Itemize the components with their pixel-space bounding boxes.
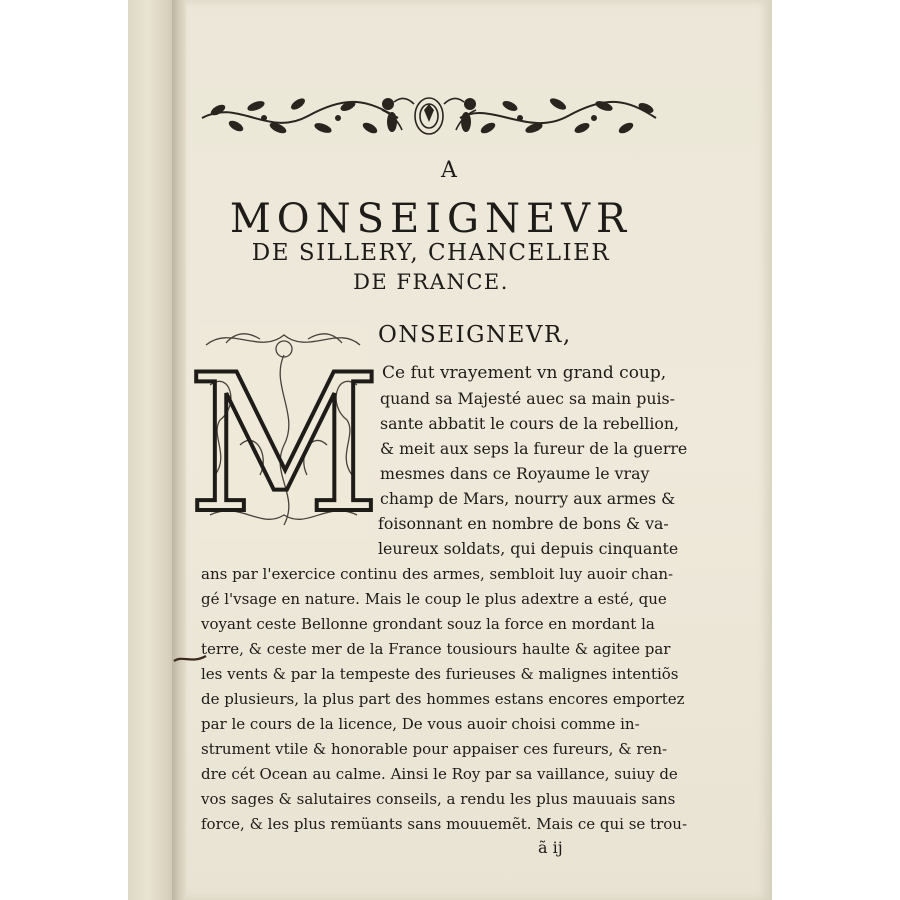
body-line-12: terre, & ceste mer de la France tousiours haulte & agitee par <box>201 640 671 658</box>
decorated-drop-cap-m <box>186 325 382 555</box>
ornamental-headpiece <box>198 88 660 146</box>
salutation: ONSEIGNEVR, <box>378 322 572 348</box>
body-line-9: ans par l'exercice continu des armes, sembloit luy auoir chan- <box>201 565 674 583</box>
body-line-1: Ce fut vrayement vn grand coup, <box>382 363 667 383</box>
body-line-7: foisonnant en nombre de bons & va- <box>378 514 669 533</box>
left-page-edge <box>128 0 178 900</box>
body-line-5: mesmes dans ce Royaume le vray <box>380 464 650 483</box>
signature-mark: ã ij <box>538 838 563 857</box>
heading-sub-2: DE FRANCE. <box>353 270 509 294</box>
heading-a: A <box>441 158 459 183</box>
body-line-8: leureux soldats, qui depuis cinquante <box>378 539 679 558</box>
body-line-16: strument vtile & honorable pour appaiser ces fureurs, & ren- <box>201 740 668 758</box>
body-line-14: de plusieurs, la plus part des hommes estans encores emportez <box>201 690 685 708</box>
heading-sub-1: DE SILLERY, CHANCELIER <box>251 240 611 266</box>
heading-main: MONSEIGNEVR <box>229 196 633 242</box>
body-line-2: quand sa Majesté auec sa main puis- <box>380 389 676 408</box>
body-line-10: gé l'vsage en nature. Mais le coup le plus adextre a esté, que <box>201 590 667 608</box>
drop-cap-letter: M <box>186 334 382 555</box>
body-line-19: force, & les plus remüants sans mouuemẽt. Mais ce qui se trou- <box>201 815 688 833</box>
body-line-13: les vents & par la tempeste des furieuses & malignes intentiõs <box>201 665 679 683</box>
body-line-17: dre cét Ocean au calme. Ainsi le Roy par sa vaillance, suiuy de <box>201 765 678 783</box>
body-line-4: & meit aux seps la fureur de la guerre <box>380 439 688 458</box>
body-line-3: sante abbatit le cours de la rebellion, <box>380 414 680 433</box>
body-line-18: vos sages & salutaires conseils, a rendu les plus mauuais sans <box>201 790 676 808</box>
handwritten-ink-mark <box>172 652 208 666</box>
body-line-15: par le cours de la licence, De vous auoir choisi comme in- <box>201 715 640 733</box>
body-line-11: voyant ceste Bellonne grondant souz la force en mordant la <box>201 615 655 633</box>
body-line-6: champ de Mars, nourry aux armes & <box>380 489 676 508</box>
